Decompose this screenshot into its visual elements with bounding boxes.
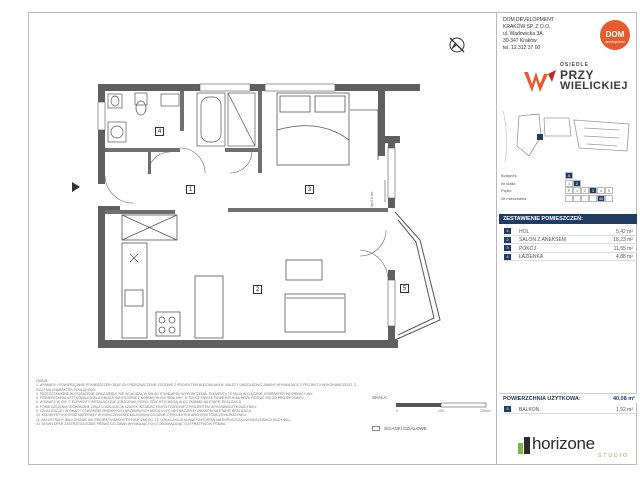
horizone-name: horizone bbox=[532, 434, 595, 453]
param-cell: P bbox=[565, 187, 573, 194]
param-label: Budynek bbox=[501, 173, 517, 178]
project-small: OSIEDLE bbox=[560, 62, 589, 68]
dimension-note: hp=15 cm bbox=[370, 191, 374, 207]
param-cell: 1 bbox=[573, 187, 581, 194]
disclaimer-line: UWAGI: bbox=[36, 379, 49, 383]
dom-logo-subtext: development bbox=[604, 40, 626, 44]
room-row bbox=[503, 253, 637, 262]
param-label: Nr mieszkania bbox=[501, 195, 527, 201]
param-row-floor bbox=[499, 187, 637, 195]
company-address bbox=[503, 17, 554, 52]
scale-tick: 0 bbox=[396, 409, 398, 413]
scale-bar bbox=[372, 394, 492, 424]
room-num: 2 bbox=[504, 237, 511, 243]
plan-label-4: 4 bbox=[155, 127, 164, 136]
param-cell: 4 bbox=[597, 187, 605, 194]
disclaimer-line: 13. DEWELOPER ZASTRZEGA SOBIE PRAWO DO ZMIAN WYNIKAJĄCYCH Z OBOWIĄZUJĄCYCH PRZEPISÓW PRAWA. bbox=[36, 421, 227, 426]
scale-tick: 100 bbox=[438, 409, 444, 413]
param-row-building bbox=[499, 172, 637, 180]
disclaimer-line: 3. PRZEDSTAWIONE WYPOSAŻENIE ORAZ MEBLE NIE WCHODZĄ W SKŁAD STANDARDU WYKOŃCZENIA. ELEMENTY TE MAJĄ WYŁĄCZNIE CHARAKTER INFORMACYJNY. bbox=[36, 391, 313, 396]
param-cell bbox=[605, 195, 613, 202]
horizone-mark-icon bbox=[518, 437, 531, 454]
param-cell: 40 bbox=[598, 195, 604, 201]
scale-label: SKALA: bbox=[372, 395, 388, 400]
dom-logo-text: DOM bbox=[605, 30, 625, 39]
room-row bbox=[503, 244, 637, 253]
room-name: ŁAZIENKA bbox=[519, 254, 544, 260]
room-num: 5 bbox=[504, 406, 511, 412]
walls-legend bbox=[372, 426, 427, 431]
param-cell: 1 bbox=[565, 180, 573, 187]
room-num: 1 bbox=[504, 228, 511, 234]
usable-area-label: POWIERZCHNIA UŻYTKOWA: bbox=[503, 396, 581, 402]
room-name: POKÓJ bbox=[519, 245, 536, 252]
scale-graphic bbox=[396, 402, 490, 408]
disclaimer-line: 6. WYMIARY W CM. 7. ELEMENTY INSTALACYJNE (GRZEJNIKI, PIONY, SZACHTY) MOGĄ ULEC ZMIANIE NA ETAPIE REALIZACJI. bbox=[36, 400, 242, 405]
param-cell: 2 bbox=[573, 180, 581, 187]
company-phone: tel. 12 312 37 00 bbox=[503, 45, 541, 51]
plan-label-3: 3 bbox=[305, 185, 314, 194]
company-street: ul. Wadowicka 3A bbox=[503, 31, 543, 37]
company-city: 30-347 Kraków bbox=[503, 38, 537, 44]
param-row-staircase bbox=[499, 180, 637, 188]
room-name: HOL bbox=[519, 228, 530, 235]
disclaimer-line: 8. POMIESZCZENIA TECHNICZNE ORAZ LOKALIZACJA SZAFEK INSTALACYJNYCH ZGODNIE Z PROJEKTEM WYKONAWCZYM BUDYNKU. bbox=[36, 404, 257, 409]
room-row bbox=[503, 236, 637, 245]
room-area: 4,88 m² bbox=[616, 254, 633, 260]
param-cell: 2 bbox=[581, 187, 589, 194]
panel-divider bbox=[496, 12, 497, 465]
balcony-row bbox=[503, 405, 637, 414]
param-cell bbox=[573, 195, 581, 202]
project-logo bbox=[520, 62, 630, 102]
company-name: DOM DEVELOPMENT bbox=[503, 17, 554, 23]
room-num: 3 bbox=[504, 245, 511, 251]
room-num: 4 bbox=[504, 254, 511, 260]
param-cell bbox=[565, 195, 573, 202]
disclaimer-line: 11. BALUSTRADY BALKONOWE WG PROJEKTU ARCHITEKTONICZNEGO. 12. LOKALIZACJA KLIMATYZATORÓW NIEDOPUSZCZALNA NA ELEWACJI BUDYNKU. bbox=[36, 417, 291, 422]
room-area: 11,55 m² bbox=[613, 245, 633, 252]
plan-label-1: 1 bbox=[186, 185, 195, 194]
rooms-header: ZESTAWIENIE POMIESZCZEŃ: bbox=[499, 214, 637, 224]
company-line2: KRAKÓW SP. Z O.O. bbox=[503, 24, 551, 30]
room-area: 5,42 m² bbox=[616, 228, 633, 235]
disclaimer-line: 10. KOLORYSTYKA ORAZ MATERIAŁY WYKOŃCZENIOWE BALKONÓW ZGODNIE Z PROJEKTEM ARCHITEKTONICZNYM BUDYNKU. bbox=[36, 413, 247, 418]
disclaimer-line: 9. LOKALIZACJA I WYMIARY OTWORÓW OKIENNYCH I DRZWIOWYCH MOGĄ ULEC NIEZNACZNYM ZMIANOM NA ETAPIE REALIZACJI. bbox=[36, 409, 252, 414]
disclaimer-line: 1. WYMIARY I POWIERZCHNIE POMIESZCZEŃ ORAZ ICH PRZEZNACZENIE ZGODNIE Z PROJEKTEM BUDOWLANYM. NALEŻY UWZGLĘDNIĆ ZMIANY WYNIKAJĄCE Z PROJEKTU WYKONAWCZEGO. 2. RZUT MA CHARAKTER POGLĄDOWY bbox=[36, 383, 357, 392]
usable-area-value: 40,08 m² bbox=[612, 396, 635, 402]
horizone-logo bbox=[518, 434, 628, 464]
horizone-studio: STUDIO bbox=[598, 453, 629, 459]
param-cell: 5 bbox=[605, 187, 613, 194]
usable-area bbox=[499, 393, 637, 403]
site-key-map bbox=[499, 106, 635, 166]
param-cell bbox=[589, 195, 597, 202]
room-name: BALKON bbox=[519, 406, 540, 413]
param-label: Nr klatki bbox=[501, 180, 516, 186]
room-row bbox=[503, 405, 637, 414]
apartment-plan bbox=[60, 40, 490, 370]
param-cell: 3 bbox=[589, 187, 597, 194]
plan-label-5: 5 bbox=[400, 284, 409, 293]
apartment-params bbox=[499, 172, 637, 202]
scale-tick: 200cm bbox=[480, 409, 491, 413]
room-row bbox=[503, 227, 637, 236]
param-cell bbox=[581, 195, 589, 202]
room-area: 18,23 m² bbox=[613, 237, 633, 243]
rooms-list bbox=[503, 227, 637, 261]
param-label: Piętro bbox=[501, 188, 512, 193]
room-name: SALON Z ANEKSEM bbox=[519, 237, 566, 243]
project-line1: PRZY bbox=[560, 68, 595, 82]
project-line2: WIELICKIEJ bbox=[560, 80, 628, 92]
param-row-apartment bbox=[499, 195, 637, 203]
plan-label-2: 2 bbox=[253, 285, 262, 294]
flame-logo-icon bbox=[522, 68, 558, 96]
walls-swatch bbox=[372, 426, 380, 431]
walls-legend-label: ŚCIANKI DZIAŁOWE bbox=[384, 426, 427, 431]
room-area: 1,92 m² bbox=[616, 406, 633, 413]
disclaimer-notes bbox=[36, 379, 358, 426]
param-cell: A bbox=[565, 172, 573, 179]
dom-development-logo bbox=[597, 18, 633, 52]
disclaimer-line: 4. POWIERZCHNIA UŻYTKOWA LOKALU OBLICZONA ZGODNIE Z NORMĄ PN-ISO 9836:1997. 5. RZECZYWISTA POWIERZCHNIA MOŻE RÓŻNIĆ SIĘ OD PROJEKTOWEJ. bbox=[36, 396, 305, 401]
